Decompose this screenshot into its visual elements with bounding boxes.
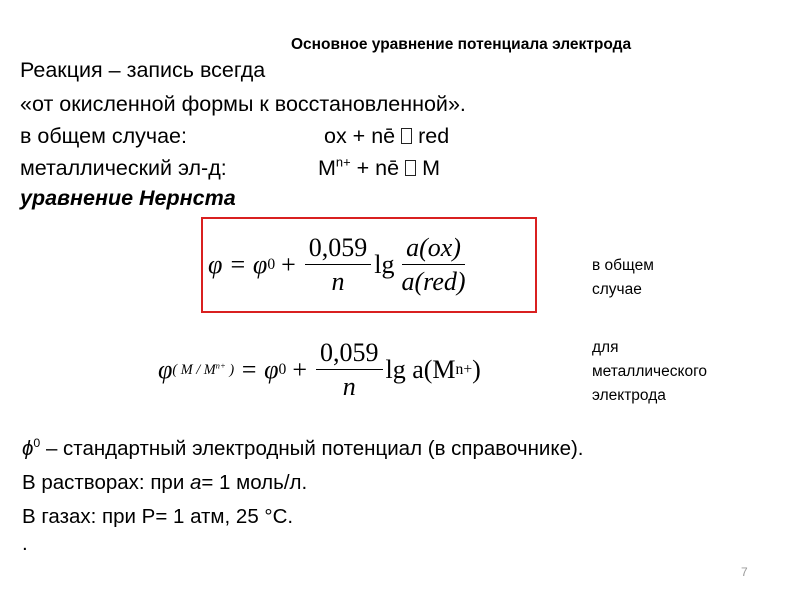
coefficient-denominator: n [331,267,345,296]
formula-lhs: φ = φ [208,250,268,279]
metal-electrode-reaction [318,156,440,181]
direction-rule-line: «от окисленной формы к восстановленной». [20,92,466,116]
missing-arrow-glyph-icon [401,128,412,144]
formula-lg: lg [374,250,395,279]
reaction-rule-line: Реакция – запись всегда [20,58,266,82]
standard-potential-text: – стандартный электродный потенциал (в справочнике). [40,437,584,460]
general-case-label: в общем случае: [20,124,187,148]
metal-reaction-mid: + nē [356,156,400,180]
nernst-heading: уравнение Нернста [20,186,236,210]
metal-reaction-right: M [422,156,440,180]
metal-eq: = φ [240,355,279,384]
reaction-right: red [418,124,450,148]
note-general-case: в общем случае [592,257,654,298]
phi-symbol: ϕ [22,437,34,460]
page-number: 7 [741,565,748,579]
metal-coefficient-fraction [316,338,383,402]
metal-coefficient-numerator: 0,059 [316,338,383,370]
missing-arrow-glyph-icon [405,160,416,176]
metal-reaction-charge: n+ [335,154,351,170]
metal-plus: + [292,355,307,384]
activity-variable: а [189,471,202,494]
formula-plus: + [281,250,296,279]
activity-ratio [398,233,470,297]
activity-denominator: a(red) [401,267,466,296]
metal-lg-close: ) [472,355,481,384]
metal-phi: φ [158,355,173,384]
note-metal-electrode: для металлического электрода [592,339,708,404]
nernst-formula-metal: φ ( M / $M^{n+}$ ) = φ 0 + $\frac{0,059}{n}$ lg a(M n+ ) [158,338,481,401]
coefficient-fraction [305,233,372,297]
reaction-left: ox + nē [324,124,396,148]
standard-potential-line [22,437,584,461]
metal-coefficient-denominator: n [342,372,356,401]
solutions-condition-line [22,471,307,495]
metal-electrode-label: металлический эл-д: [20,156,227,180]
slide-title: Основное уравнение потенциала электрода [291,36,632,53]
solutions-suffix: = 1 моль/л. [201,471,308,494]
coefficient-numerator: 0,059 [305,233,372,265]
solutions-prefix: В растворах: при [22,471,190,494]
phi-symbol-sup: 0 [33,436,41,451]
general-case-reaction [324,124,449,149]
metal-phi-subscript: ( M / $M^{n+}$ ) [172,359,235,378]
activity-numerator: a(ox) [402,233,465,265]
gases-condition-line: В газах: при P= 1 атм, 25 °С. [22,505,294,528]
nernst-formula-general: φ = φ 0 + $\frac{0,059}{n}$ lg $\frac{a(ox)}{\text{a(red)}}$ [208,222,473,308]
trailing-dot: . [22,532,28,555]
metal-reaction-left: M [318,156,336,180]
metal-lg-term: lg a(M [385,355,456,384]
